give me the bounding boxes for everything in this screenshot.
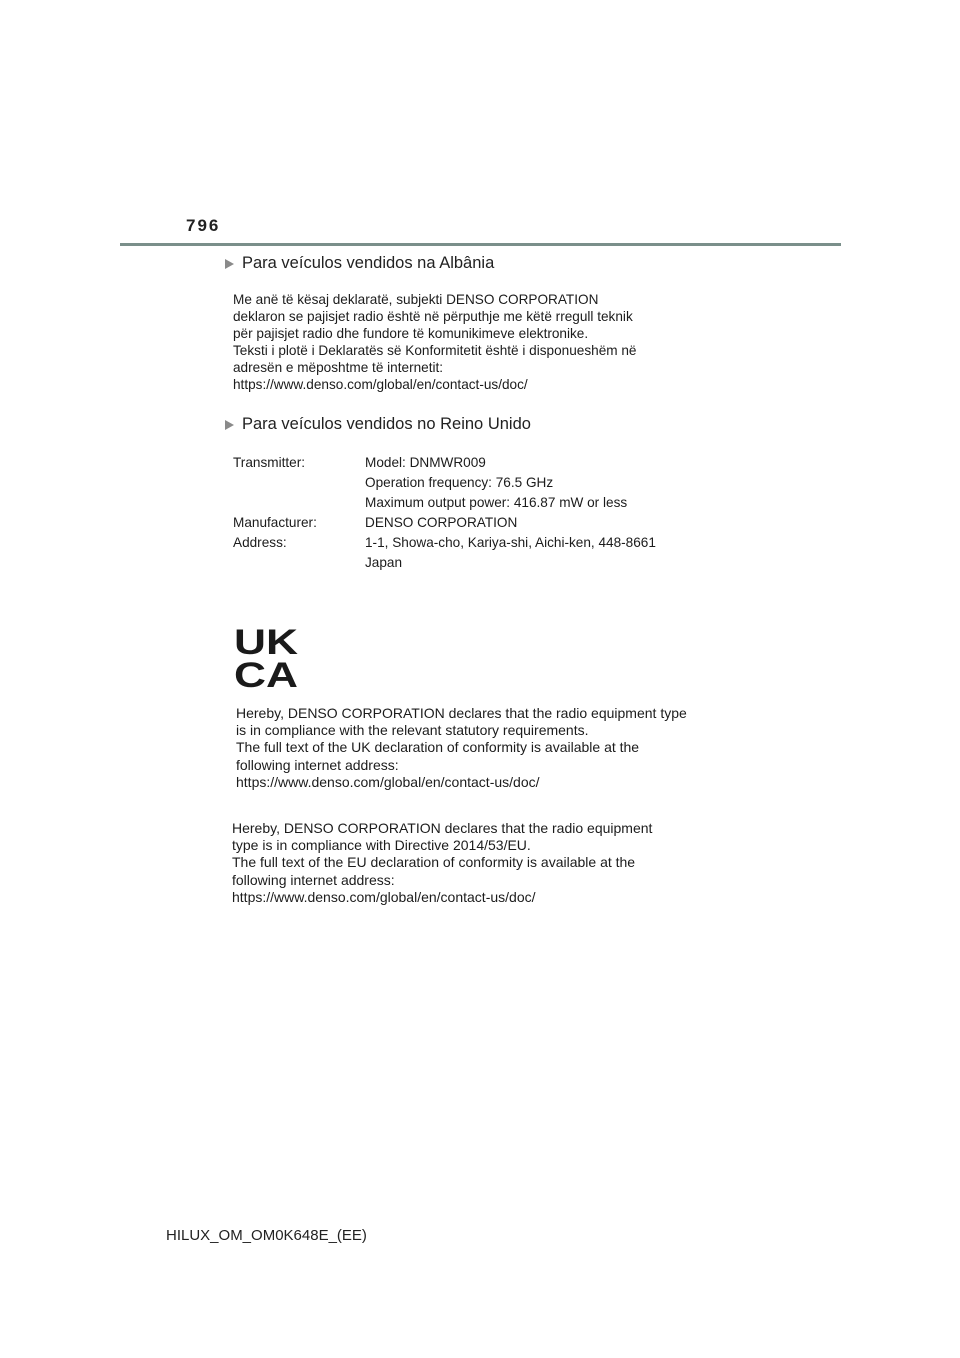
ukca-mark-top: UK (234, 625, 298, 662)
paragraph-line: The full text of the UK declaration of conformity is available at the (236, 739, 640, 756)
paragraph-line: Hereby, DENSO CORPORATION declares that the radio equipment type (236, 705, 687, 721)
spec-row (233, 475, 753, 495)
spec-value: 1-1, Showa-cho, Kariya-shi, Aichi-ken, 448-8661 (365, 535, 656, 550)
albanian-declaration (233, 291, 636, 393)
spec-label: Manufacturer: (233, 515, 317, 530)
paragraph-line: deklaron se pajisjet radio është në përputhje me këtë rregull teknik (233, 309, 633, 324)
paragraph-line: https://www.denso.com/global/en/contact-us/doc/ (236, 773, 540, 790)
triangle-bullet-icon (225, 420, 234, 430)
document-code-footer: HILUX_OM_OM0K648E_(EE) (166, 1227, 367, 1244)
paragraph-line: Me anë të kësaj deklaratë, subjekti DENSO CORPORATION (233, 292, 599, 307)
paragraph-line: Hereby, DENSO CORPORATION declares that the radio equipment (232, 820, 653, 836)
spec-value: Operation frequency: 76.5 GHz (365, 475, 554, 490)
spec-value: Maximum output power: 416.87 mW or less (365, 495, 628, 510)
spec-value: DENSO CORPORATION (365, 515, 518, 530)
section-heading-text: Para veículos vendidos na Albânia (242, 254, 495, 272)
spec-row (233, 535, 753, 555)
triangle-bullet-icon (225, 259, 234, 269)
paragraph-line: https://www.denso.com/global/en/contact-us/doc/ (232, 888, 536, 905)
transmitter-spec-table (233, 455, 753, 575)
section-heading-text: Para veículos vendidos no Reino Unido (242, 415, 531, 433)
spec-value: Model: DNMWR009 (365, 455, 486, 470)
spec-row (233, 515, 753, 535)
header-rule (120, 243, 841, 246)
paragraph-line: following internet address: (236, 756, 399, 773)
paragraph-line: adresën e mëposhtme të internetit: (233, 360, 444, 375)
section-heading-uk (225, 415, 531, 434)
ukca-mark-logo (234, 625, 304, 689)
spec-value: Japan (365, 555, 403, 570)
paragraph-line: Teksti i plotë i Deklaratës së Konformitetit është i disponueshëm në (233, 343, 637, 358)
spec-label: Transmitter: (233, 455, 306, 470)
spec-row (233, 455, 753, 475)
section-heading-albania (225, 254, 494, 273)
paragraph-line: https://www.denso.com/global/en/contact-us/doc/ (233, 377, 528, 392)
uk-declaration (236, 705, 687, 791)
paragraph-line: following internet address: (232, 871, 395, 888)
paragraph-line: is in compliance with the relevant statutory requirements. (236, 722, 589, 739)
ukca-mark-bottom: CA (234, 656, 298, 689)
paragraph-line: The full text of the EU declaration of conformity is available at the (232, 854, 636, 871)
eu-declaration (232, 820, 652, 906)
paragraph-line: type is in compliance with Directive 2014/53/EU. (232, 837, 531, 854)
spec-row (233, 495, 753, 515)
spec-row (233, 555, 753, 575)
page-number: 796 (186, 216, 221, 235)
paragraph-line: për pajisjet radio dhe fundore të komunikimeve elektronike. (233, 326, 589, 341)
spec-label: Address: (233, 535, 287, 550)
